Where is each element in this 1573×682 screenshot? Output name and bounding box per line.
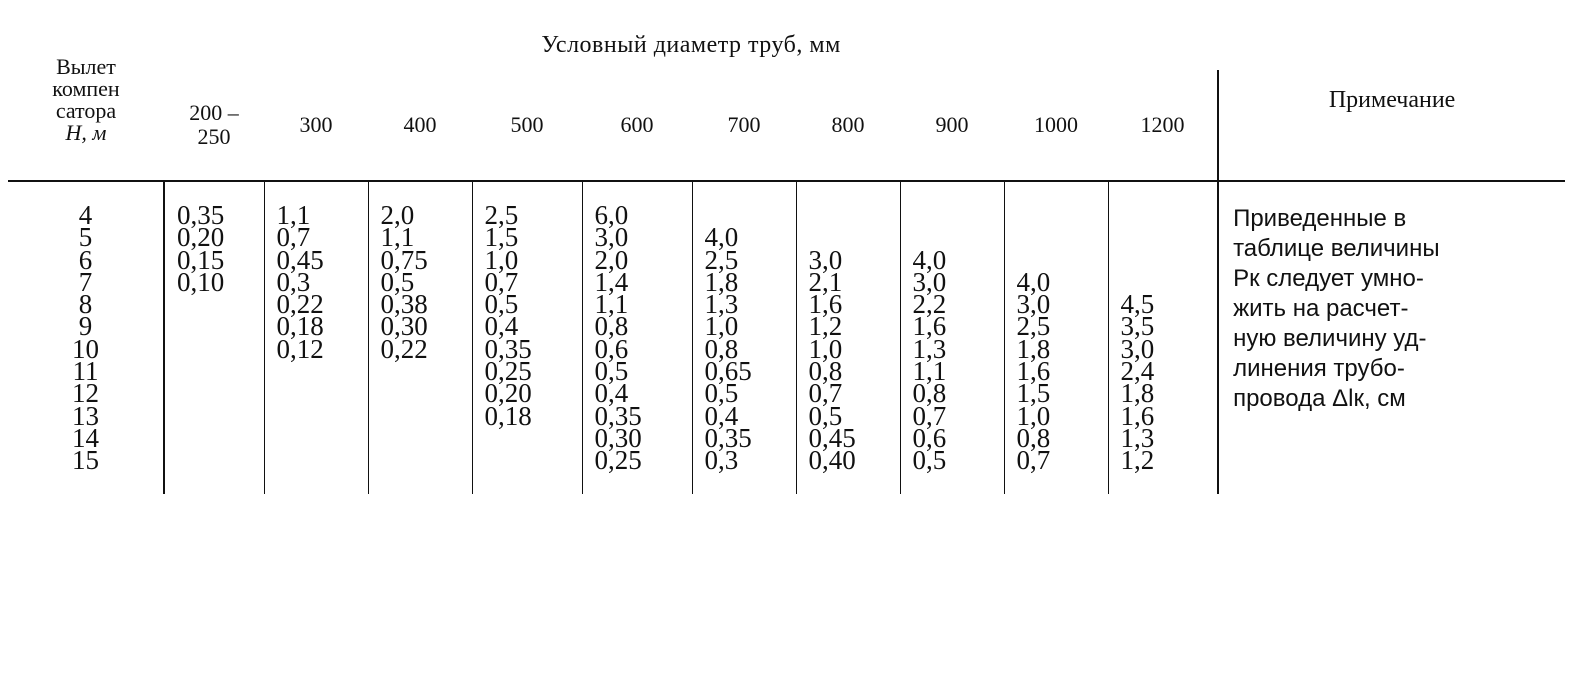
header-diameter-label: 400	[403, 112, 437, 137]
table-cell: 4,0	[704, 222, 739, 253]
table-cell: 3,0	[594, 222, 629, 253]
table-cell: 1,3	[1120, 422, 1155, 453]
table-cell	[381, 449, 472, 471]
table-cell: 0,20	[484, 378, 532, 409]
table-cell: 0,30	[380, 311, 428, 342]
table-cell: 1,1	[380, 222, 415, 253]
value-column-1	[264, 182, 368, 494]
value-column-0	[164, 182, 264, 494]
table-cell: 0,5	[704, 378, 739, 409]
table-cell: 0,8	[808, 356, 843, 387]
table-cell: 0,4	[484, 311, 519, 342]
header-note: Примечание	[1328, 86, 1456, 113]
header-diameter-0	[164, 70, 264, 181]
header-h-line-1: Вылет	[56, 54, 116, 79]
note-line: жить на расчет-	[1233, 295, 1409, 322]
table-cell: 0,22	[276, 289, 324, 320]
h-values-column	[8, 182, 164, 494]
table-cell: 0,5	[594, 356, 629, 387]
table-cell: 3,5	[1120, 311, 1155, 342]
header-diameter-label: 1200	[1140, 112, 1185, 137]
table-cell: 2,4	[1120, 356, 1155, 387]
h-value: 15	[72, 445, 99, 476]
table-cell: 1,6	[808, 289, 843, 320]
table-cell: 1,1	[594, 289, 629, 320]
table-cell: 0,6	[594, 333, 629, 364]
table-cell: 1,0	[704, 311, 739, 342]
table-cell	[277, 382, 368, 404]
table-cell: 0,38	[380, 289, 428, 320]
header-diameter-label: 700	[727, 112, 761, 137]
table-cell: 1,3	[912, 333, 947, 364]
table-cell: 1,8	[704, 266, 739, 297]
table-cell: 3,0	[808, 244, 843, 275]
compensator-table	[8, 20, 1565, 494]
header-diameter-4	[582, 70, 692, 181]
table-cell: 0,75	[380, 244, 428, 275]
table-cell	[177, 338, 264, 360]
table-cell: 1,2	[808, 311, 843, 342]
h-value: 5	[78, 222, 93, 253]
table-cell: 0,7	[484, 266, 519, 297]
table-cell: 1,6	[1120, 400, 1155, 431]
h-value: 13	[72, 400, 99, 431]
table-cell	[277, 405, 368, 427]
value-column-3	[472, 182, 582, 494]
table-cell: 0,7	[912, 400, 947, 431]
header-diameter-9	[1108, 70, 1218, 181]
table-cell: 0,5	[484, 289, 519, 320]
table-cell: 1,1	[912, 356, 947, 387]
note-line: Pк следует умно-	[1233, 265, 1424, 292]
note-line: Приведенные в	[1233, 205, 1407, 232]
note-line: провода Δlк, см	[1233, 385, 1406, 412]
table-cell: 0,8	[1016, 422, 1051, 453]
table-cell: 1,0	[808, 333, 843, 364]
table-cell: 0,40	[808, 445, 856, 476]
h-value: 7	[78, 266, 93, 297]
h-value: 4	[78, 200, 93, 230]
header-diameter-label: 600	[620, 112, 654, 137]
table-cell: 2,5	[484, 200, 519, 230]
table-cell: 0,22	[380, 333, 428, 364]
value-column-8	[1004, 182, 1108, 494]
table-cell: 0,18	[484, 400, 532, 431]
table-cell: 0,30	[594, 422, 642, 453]
table-cell: 0,35	[594, 400, 642, 431]
header-diameter-6	[796, 70, 900, 181]
table-cell: 3,0	[1120, 333, 1155, 364]
header-diameter-7	[900, 70, 1004, 181]
header-diameter-2	[368, 70, 472, 181]
table-cell: 0,7	[1016, 445, 1051, 476]
table-cell: 0,35	[704, 422, 752, 453]
h-value: 11	[72, 356, 99, 387]
table-cell	[1121, 226, 1218, 248]
table-cell: 0,8	[912, 378, 947, 409]
table-cell: 0,8	[704, 333, 739, 364]
table-cell: 0,4	[594, 378, 629, 409]
header-diameter-3	[472, 70, 582, 181]
value-column-5	[692, 182, 796, 494]
header-diameter-span: Условный диаметр труб, мм	[541, 31, 841, 58]
header-h-line-2: компен	[52, 76, 120, 101]
table-cell	[1017, 204, 1108, 226]
table-cell	[277, 427, 368, 449]
table-cell: 1,2	[1120, 445, 1155, 476]
table-cell: 1,8	[1016, 333, 1051, 364]
table-cell: 4,5	[1120, 289, 1155, 320]
header-h-column	[8, 20, 164, 181]
table-cell: 2,2	[912, 289, 947, 320]
header-diameter-label: 200 – 250	[189, 100, 239, 149]
table-cell: 3,0	[1016, 289, 1051, 320]
table-cell: 0,5	[380, 266, 415, 297]
table-cell	[177, 315, 264, 337]
h-value: 9	[78, 311, 93, 342]
table-cell: 0,65	[704, 356, 752, 387]
header-h-line-3: сатора	[55, 98, 117, 123]
h-value: 8	[78, 289, 93, 320]
table-cell: 1,3	[704, 289, 739, 320]
table-cell	[381, 382, 472, 404]
table-cell	[1121, 249, 1218, 271]
h-value: 10	[72, 333, 99, 364]
table-cell: 3,0	[912, 266, 947, 297]
header-diameter-5	[692, 70, 796, 181]
table-cell: 0,10	[177, 266, 225, 297]
table-cell: 2,5	[1016, 311, 1051, 342]
table-cell: 0,8	[594, 311, 629, 342]
table-cell: 1,0	[1016, 400, 1051, 431]
table-cell: 0,5	[912, 445, 947, 476]
table-cell	[913, 204, 1004, 226]
table-cell: 0,20	[177, 222, 225, 253]
table-cell	[177, 360, 264, 382]
header-diameter-label: 1000	[1034, 112, 1078, 137]
table-cell: 2,0	[594, 244, 629, 275]
header-diameter-1	[264, 70, 368, 181]
table-cell	[177, 449, 264, 471]
table-cell: 1,0	[484, 244, 519, 275]
table-cell: 0,3	[704, 445, 739, 476]
table-cell: 1,5	[1016, 378, 1051, 409]
table-cell: 4,0	[912, 244, 947, 275]
table-cell	[381, 405, 472, 427]
h-value: 6	[78, 244, 93, 275]
table-cell: 0,45	[276, 244, 324, 275]
table-cell: 0,35	[484, 333, 532, 364]
table-cell	[485, 449, 582, 471]
table-cell	[809, 204, 900, 226]
table-cell	[381, 427, 472, 449]
table-cell: 0,25	[594, 445, 642, 476]
table-cell: 1,4	[594, 266, 629, 297]
table-cell: 0,35	[177, 200, 225, 230]
value-column-7	[900, 182, 1004, 494]
value-column-9	[1108, 182, 1218, 494]
header-diameter-label: 900	[935, 112, 969, 137]
table-cell: 0,7	[276, 222, 311, 253]
table-cell: 1,5	[484, 222, 519, 253]
table-cell	[1017, 226, 1108, 248]
value-column-2	[368, 182, 472, 494]
h-value: 14	[72, 422, 99, 453]
h-value: 12	[72, 378, 99, 409]
table-cell: 0,18	[276, 311, 324, 342]
header-diameter-8	[1004, 70, 1108, 181]
table-cell: 0,15	[177, 244, 225, 275]
table-cell: 2,0	[380, 200, 415, 230]
table-cell: 1,8	[1120, 378, 1155, 409]
table-cell	[1121, 204, 1218, 226]
table-cell: 6,0	[594, 200, 629, 230]
table-cell: 0,12	[276, 333, 324, 364]
table-cell	[177, 427, 264, 449]
table-cell: 2,1	[808, 266, 843, 297]
value-column-4	[582, 182, 692, 494]
note-line: ную величину уд-	[1233, 325, 1427, 352]
table-cell: 1,6	[912, 311, 947, 342]
table-cell	[177, 405, 264, 427]
table-cell: 0,6	[912, 422, 947, 453]
table-cell: 1,1	[276, 200, 311, 230]
header-diameter-label: 500	[510, 112, 544, 137]
table-cell: 0,5	[808, 400, 843, 431]
table-cell: 1,6	[1016, 356, 1051, 387]
table-cell: 0,7	[808, 378, 843, 409]
table-cell: 0,3	[276, 266, 311, 297]
header-diameter-label: 300	[299, 112, 333, 137]
table-cell	[177, 382, 264, 404]
note-text	[1218, 182, 1565, 494]
table-cell: 2,5	[704, 244, 739, 275]
note-line: таблице величины	[1233, 235, 1440, 262]
table-cell: 0,45	[808, 422, 856, 453]
note-line: линения трубо-	[1233, 355, 1405, 382]
header-diameter-label: 800	[831, 112, 865, 137]
table-cell: 0,25	[484, 356, 532, 387]
header-h-line-4: H, м	[65, 120, 107, 145]
table-cell	[277, 449, 368, 471]
table-cell: 0,4	[704, 400, 739, 431]
table-cell: 4,0	[1016, 266, 1051, 297]
value-column-6	[796, 182, 900, 494]
